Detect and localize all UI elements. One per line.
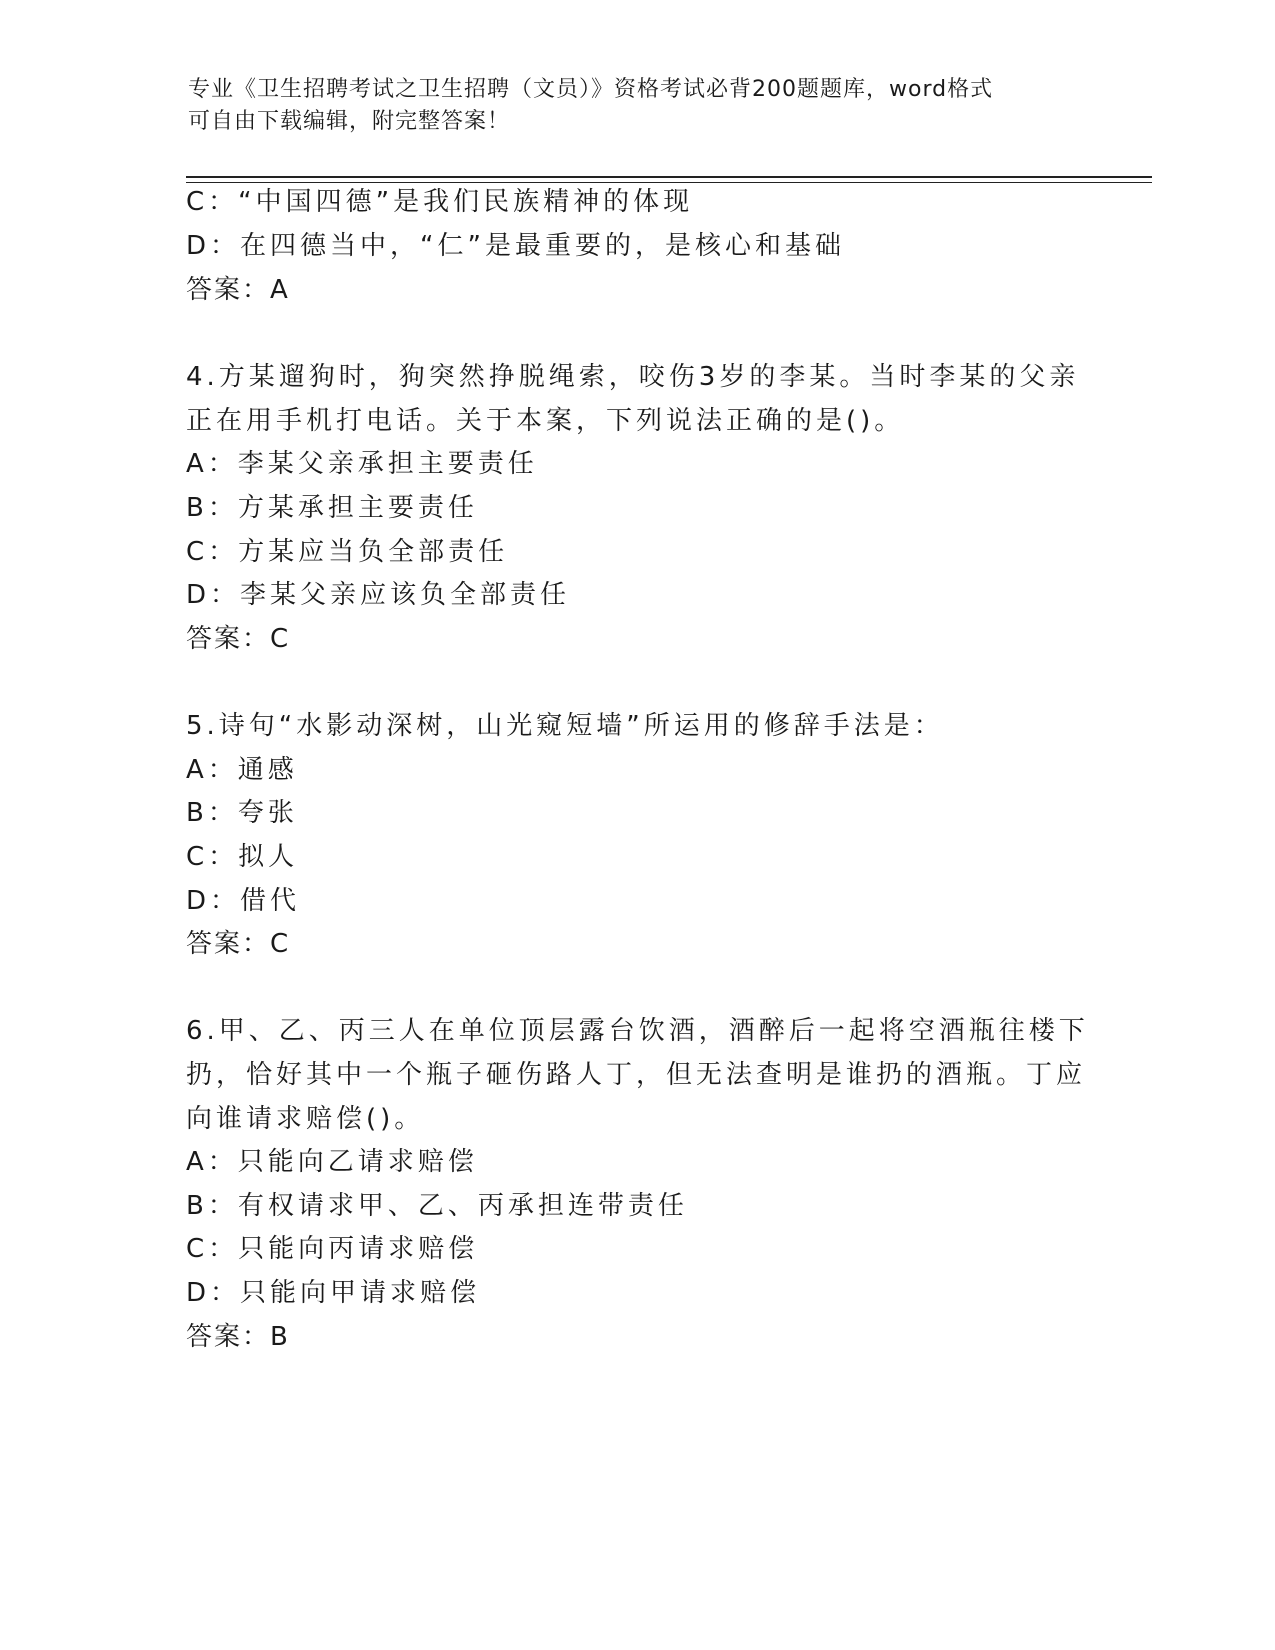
header-line-2: 可自由下载编辑，附完整答案！ [188,109,511,134]
q4-option-c: C：方某应当负全部责任 [186,537,509,567]
document-header [188,74,1068,138]
header-divider-thick [186,176,1152,178]
q6-option-c: C：只能向丙请求赔偿 [186,1234,479,1264]
q4-stem-line-1: 4.方某遛狗时，狗突然挣脱绳索，咬伤3岁的李某。当时李某的父亲 [186,362,1080,392]
header-line-1: 专业《卫生招聘考试之卫生招聘（文员）》资格考试必背200题题库，word格式 [188,77,994,102]
q6-option-d: D：只能向甲请求赔偿 [186,1278,481,1308]
q4-stem-line-2: 正在用手机打电话。关于本案，下列说法正确的是()。 [186,406,905,436]
q4-option-b: B：方某承担主要责任 [186,493,478,523]
q6-stem-line-3: 向谁请求赔偿()。 [186,1104,425,1134]
prev-answer: 答案：A [186,275,290,305]
prev-option-c: C：“中国四德”是我们民族精神的体现 [186,187,694,217]
q4-answer: 答案：C [186,624,291,654]
q5-option-a: A：通感 [186,755,298,785]
q4-option-a: A：李某父亲承担主要责任 [186,449,538,479]
q5-stem-line-1: 5.诗句“水影动深树，山光窥短墙”所运用的修辞手法是： [186,711,944,741]
prev-option-d: D：在四德当中，“仁”是最重要的，是核心和基础 [186,231,845,261]
q6-stem-line-1: 6.甲、乙、丙三人在单位顶层露台饮酒，酒醉后一起将空酒瓶往楼下 [186,1016,1089,1046]
q5-option-c: C：拟人 [186,842,299,872]
q5-option-b: B：夸张 [186,798,298,828]
q6-stem-line-2: 扔，恰好其中一个瓶子砸伤路人丁，但无法查明是谁扔的酒瓶。丁应 [186,1060,1087,1090]
q6-answer: 答案：B [186,1322,290,1352]
q6-option-a: A：只能向乙请求赔偿 [186,1147,478,1177]
q5-option-d: D：借代 [186,886,301,916]
q6-option-b: B：有权请求甲、乙、丙承担连带责任 [186,1191,688,1221]
q4-option-d: D：李某父亲应该负全部责任 [186,580,571,610]
q5-answer: 答案：C [186,929,291,959]
header-divider-thin [186,182,1152,183]
